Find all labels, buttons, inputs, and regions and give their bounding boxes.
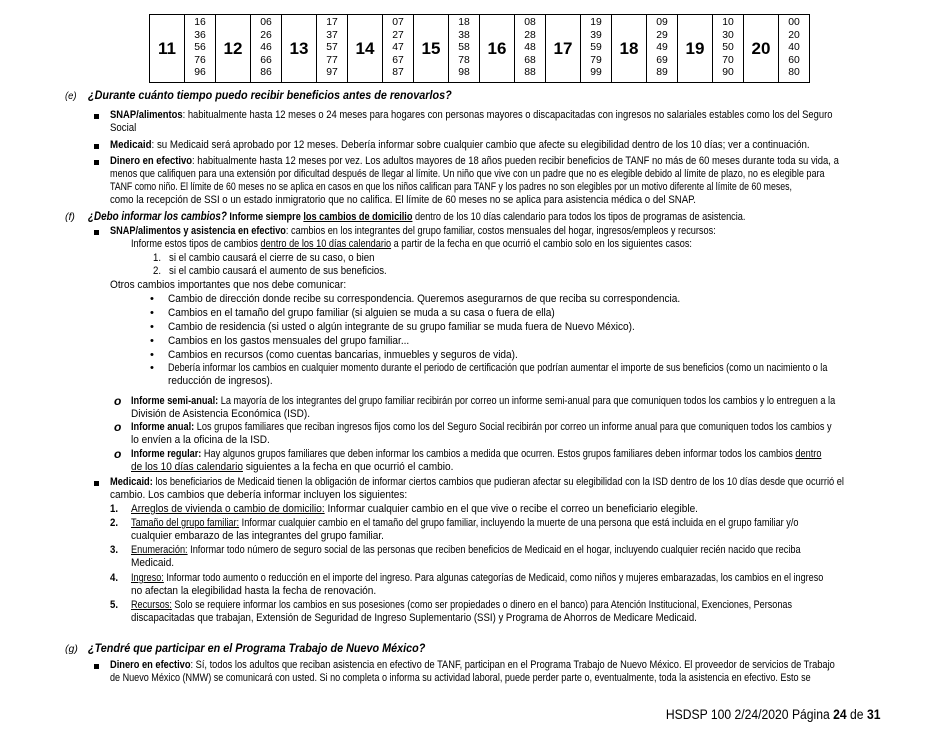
- table-cell: 09: [656, 17, 668, 29]
- table-cell: 28: [524, 29, 536, 41]
- table-cell: 79: [590, 54, 602, 66]
- f-other-change-item: Cambios en el tamaño del grupo familiar (si alguien se muda a su casa o fuera de ella): [168, 307, 555, 319]
- medicaid-item-3: Enumeración: Informar todo número de seguro social de las personas que reciben beneficios de Medicaid en el hogar, incluyendo cualquier recién nacido que reciba: [131, 544, 801, 556]
- table-group-values: [713, 15, 744, 83]
- table-cell: 46: [260, 42, 272, 54]
- f-other-heading: Otros cambios importantes que nos debe comunicar:: [110, 279, 347, 291]
- table-cell: 27: [392, 29, 404, 41]
- table-cell: 26: [260, 29, 272, 41]
- table-cell: 60: [788, 54, 800, 66]
- table-cell: 89: [656, 67, 668, 79]
- square-bullet-icon: [94, 160, 99, 165]
- table-cell: 39: [590, 29, 602, 41]
- table-group-label: 13: [282, 15, 317, 83]
- table-cell: 90: [722, 67, 734, 79]
- e-cash-line2: menos que califiquen para una extensión por dificultad después de llegar al límite. Un niño que vive con un padre que no es elegible debido al límite de plazo, no es elegible para: [110, 168, 825, 180]
- table-cell: 68: [524, 54, 536, 66]
- square-bullet-icon: [94, 114, 99, 119]
- medicaid-item-2: Tamaño del grupo familiar: Informar cualquier cambio en el tamaño del grupo familiar, incluyendo la muerte de una persona que está incluida en el grupo familiar y/o: [131, 517, 799, 529]
- table-group-label: 18: [612, 15, 647, 83]
- table-cell: 87: [392, 67, 404, 79]
- table-cell: 78: [458, 54, 470, 66]
- e-cash-line1: Dinero en efectivo: habitualmente hasta 12 meses por vez. Los adultos mayores de 18 años pueden recibir beneficios de TANF no más de 60 meses durante toda su vida, a: [110, 155, 839, 167]
- square-bullet-icon: [94, 230, 99, 235]
- square-bullet-icon: [94, 481, 99, 486]
- table-cell: 59: [590, 42, 602, 54]
- e-snap-line1: SNAP/alimentos: habitualmente hasta 12 meses o 24 meses para hogares con personas mayores o discapacitadas con ingresos no salariales estables como los del Seguro: [110, 109, 833, 121]
- f-case-2: 2. si el cambio causará el aumento de sus beneficios.: [153, 265, 387, 277]
- table-group-values: [317, 15, 348, 83]
- table-cell: 19: [590, 17, 602, 29]
- dot-bullet-icon: •: [150, 293, 154, 305]
- table-cell: 30: [722, 29, 734, 41]
- f-annual-line2: lo envíen a la oficina de la ISD.: [131, 434, 270, 446]
- table-group-values: [515, 15, 546, 83]
- dot-bullet-icon: •: [150, 349, 154, 361]
- table-group-values: [581, 15, 612, 83]
- table-cell: 18: [458, 17, 470, 29]
- table-cell: 97: [326, 67, 338, 79]
- table-row: [150, 15, 810, 83]
- section-f-question: ¿Debo informar los cambios? Informe siempre los cambios de domicilio dentro de los 10 días calendario para todos los tipos de programas de asistencia.: [88, 209, 746, 223]
- f-semi-line1: Informe semi-anual: La mayoría de los integrantes del grupo familiar recibirán por correo un informe semi-anual para que comuniquen todos los cambios y lo entreguen a la: [131, 395, 836, 407]
- medicaid-item-5: Recursos: Solo se requiere informar los cambios en sus posesiones (como ser propiedades o dinero en el banco) para Atención Institucional, Exenciones, Personas: [131, 599, 793, 611]
- section-e-question: ¿Durante cuánto tiempo puedo recibir beneficios antes de renovarlos?: [88, 88, 452, 102]
- table-group-label: 15: [414, 15, 449, 83]
- f-other-change-item: Cambio de dirección donde recibe su correspondencia. Queremos asegurarnos de que reciba su correspondencia.: [168, 293, 681, 305]
- table-cell: 47: [392, 42, 404, 54]
- f-other-change-item: Cambios en recursos (como cuentas bancarias, inmuebles y seguros de vida).: [168, 349, 518, 361]
- f-other-change-item: Debería informar los cambios en cualquier momento durante el periodo de certificación que podrían aumentar el importe de sus beneficios (como un nacimiento o la: [168, 362, 828, 374]
- medicaid-item-5-line2: discapacitadas que trabajan, Extensión de Seguridad de Ingreso Suplementario (SSI) y Programa de Ahorros de Medicare Medicaid.: [131, 612, 697, 624]
- table-cell: 67: [392, 54, 404, 66]
- table-cell: 99: [590, 67, 602, 79]
- table-cell: 98: [458, 67, 470, 79]
- table-cell: 00: [788, 17, 800, 29]
- f-other-change-item: Cambio de residencia (si usted o algún integrante de su grupo familiar se muda fuera de Nuevo México).: [168, 321, 635, 333]
- f-medicaid-line1: Medicaid: los beneficiarios de Medicaid tienen la obligación de informar ciertos cambios que pudieran afectar su elegibilidad con la ISD dentro de los 10 días desde que ocurrió el: [110, 476, 845, 488]
- table-cell: 06: [260, 17, 272, 29]
- table-group-label: 20: [744, 15, 779, 83]
- medicaid-item-number: 4.: [110, 572, 119, 584]
- table-group-label: 16: [480, 15, 515, 83]
- o-bullet-icon: o: [114, 447, 122, 461]
- f-medicaid-line2: cambio. Los cambios que debería informar incluyen los siguientes:: [110, 489, 408, 501]
- section-marker: (e): [65, 90, 77, 102]
- table-cell: 86: [260, 67, 272, 79]
- table-group-values: [251, 15, 282, 83]
- medicaid-item-4-line2: no afectan la elegibilidad hasta la fecha de renovación.: [131, 585, 377, 597]
- medicaid-item-1: Arreglos de vivienda o cambio de domicilio: Informar cualquier cambio en el que vive o recibe el correo un beneficiario elegible.: [131, 503, 698, 515]
- square-bullet-icon: [94, 664, 99, 669]
- section-g-question: ¿Tendré que participar en el Programa Trabajo de Nuevo México?: [88, 641, 426, 655]
- table-group-values: [449, 15, 480, 83]
- table-cell: 58: [458, 42, 470, 54]
- dot-bullet-icon: •: [150, 362, 154, 374]
- table-cell: 88: [524, 67, 536, 79]
- e-medicaid-line: Medicaid: su Medicaid será aprobado por 12 meses. Debería informar sobre cualquier cambio que afecte su elegibilidad dentro de los 10 días; ver a continuación.: [110, 139, 810, 151]
- table-cell: 66: [260, 54, 272, 66]
- table-cell: 16: [194, 17, 206, 29]
- f-regular-line2: de los 10 días calendario siguientes a la fecha en que ocurrió el cambio.: [131, 461, 454, 473]
- f-semi-line2: División de Asistencia Económica (ISD).: [131, 408, 311, 420]
- table-cell: 40: [788, 42, 800, 54]
- section-f-marker: (f): [65, 211, 75, 223]
- table-cell: 77: [326, 54, 338, 66]
- table-cell: 10: [722, 17, 734, 29]
- table-cell: 96: [194, 67, 206, 79]
- dot-bullet-icon: •: [150, 335, 154, 347]
- f-regular-line1: Informe regular: Hay algunos grupos familiares que deben informar los cambios a medida que ocurren. Estos grupos familiares deben informar todos los cambios dentro: [131, 448, 822, 460]
- e-cash-line4: como la recepción de SSI o un estado inmigratorio que no califica. El límite de 60 meses no se aplica para asistencia médica o del SNAP.: [110, 194, 696, 206]
- medicaid-item-number: 2.: [110, 517, 119, 529]
- o-bullet-icon: o: [114, 420, 122, 434]
- dot-bullet-icon: •: [150, 321, 154, 333]
- table-group-label: 17: [546, 15, 581, 83]
- page-footer: HSDSP 100 2/24/2020 Página 24 de 31: [665, 707, 880, 722]
- medicaid-item-4: Ingreso: Informar todo aumento o reducción en el importe del ingreso. Para algunas categorías de Medicaid, como niños y mujeres embarazadas, los cambios en el ingreso: [131, 572, 824, 584]
- table-group-label: 14: [348, 15, 383, 83]
- medicaid-item-2-line2: cualquier embarazo de las integrantes del grupo familiar.: [131, 530, 384, 542]
- table-group-values: [383, 15, 414, 83]
- table-cell: 48: [524, 42, 536, 54]
- table-cell: 56: [194, 42, 206, 54]
- square-bullet-icon: [94, 144, 99, 149]
- table-cell: 70: [722, 54, 734, 66]
- table-cell: 80: [788, 67, 800, 79]
- g-cash-line2: de Nuevo México (NMW) se comunicará con usted. Si no completa o informa su actividad laboral, puede perder parte o, eventualmente, toda la asistencia en efectivo. Esto se: [110, 672, 811, 684]
- table-cell: 50: [722, 42, 734, 54]
- f-annual-line1: Informe anual: Los grupos familiares que reciban ingresos fijos como los del Seguro Social recibirán por correo un informe anual para que comuniquen todos los cambios y: [131, 421, 832, 433]
- medicaid-item-3-line2: Medicaid.: [131, 557, 175, 569]
- table-group-label: 11: [150, 15, 185, 83]
- f-case-1: 1. si el cambio causará el cierre de su caso, o bien: [153, 252, 375, 264]
- table-group-values: [647, 15, 678, 83]
- ssn-digit-table: [149, 14, 810, 83]
- o-bullet-icon: o: [114, 394, 122, 408]
- table-cell: 38: [458, 29, 470, 41]
- f-snap-line: SNAP/alimentos y asistencia en efectivo: cambios en los integrantes del grupo familiar, costos mensuales del hogar, ingresos/empleos y recursos:: [110, 225, 716, 237]
- f-dot-item-6-line2: reducción de ingresos).: [168, 375, 273, 387]
- table-cell: 07: [392, 17, 404, 29]
- f-other-change-item: Cambios en los gastos mensuales del grupo familiar...: [168, 335, 410, 347]
- section-e-header: [65, 90, 78, 103]
- table-cell: 57: [326, 42, 338, 54]
- table-group-label: 12: [216, 15, 251, 83]
- e-snap-line2: Social: [110, 122, 137, 134]
- table-cell: 20: [788, 29, 800, 41]
- table-cell: 76: [194, 54, 206, 66]
- table-cell: 17: [326, 17, 338, 29]
- table-group-label: 19: [678, 15, 713, 83]
- medicaid-item-number: 3.: [110, 544, 119, 556]
- medicaid-item-number: 1.: [110, 503, 119, 515]
- table-cell: 49: [656, 42, 668, 54]
- table-cell: 37: [326, 29, 338, 41]
- section-g-marker: (g): [65, 643, 78, 655]
- table-cell: 29: [656, 29, 668, 41]
- table-group-values: [185, 15, 216, 83]
- dot-bullet-icon: •: [150, 307, 154, 319]
- table-cell: 08: [524, 17, 536, 29]
- medicaid-item-number: 5.: [110, 599, 119, 611]
- g-cash-line1: Dinero en efectivo: Sí, todos los adultos que reciban asistencia en efectivo de TANF, participan en el Programa Trabajo de Nuevo México. El proveedor de servicios de Trabajo: [110, 659, 835, 671]
- table-cell: 36: [194, 29, 206, 41]
- table-group-values: [779, 15, 810, 83]
- table-cell: 69: [656, 54, 668, 66]
- e-cash-line3: TANF como niño. El límite de 60 meses no se aplica en casos en que los niños califican para TANF y los padres no son elegibles por un motivo diferente al límite de 60 meses,: [110, 181, 792, 193]
- f-report-line: Informe estos tipos de cambios dentro de los 10 días calendario a partir de la fecha en que ocurrió el cambio solo en los siguientes casos:: [131, 238, 692, 250]
